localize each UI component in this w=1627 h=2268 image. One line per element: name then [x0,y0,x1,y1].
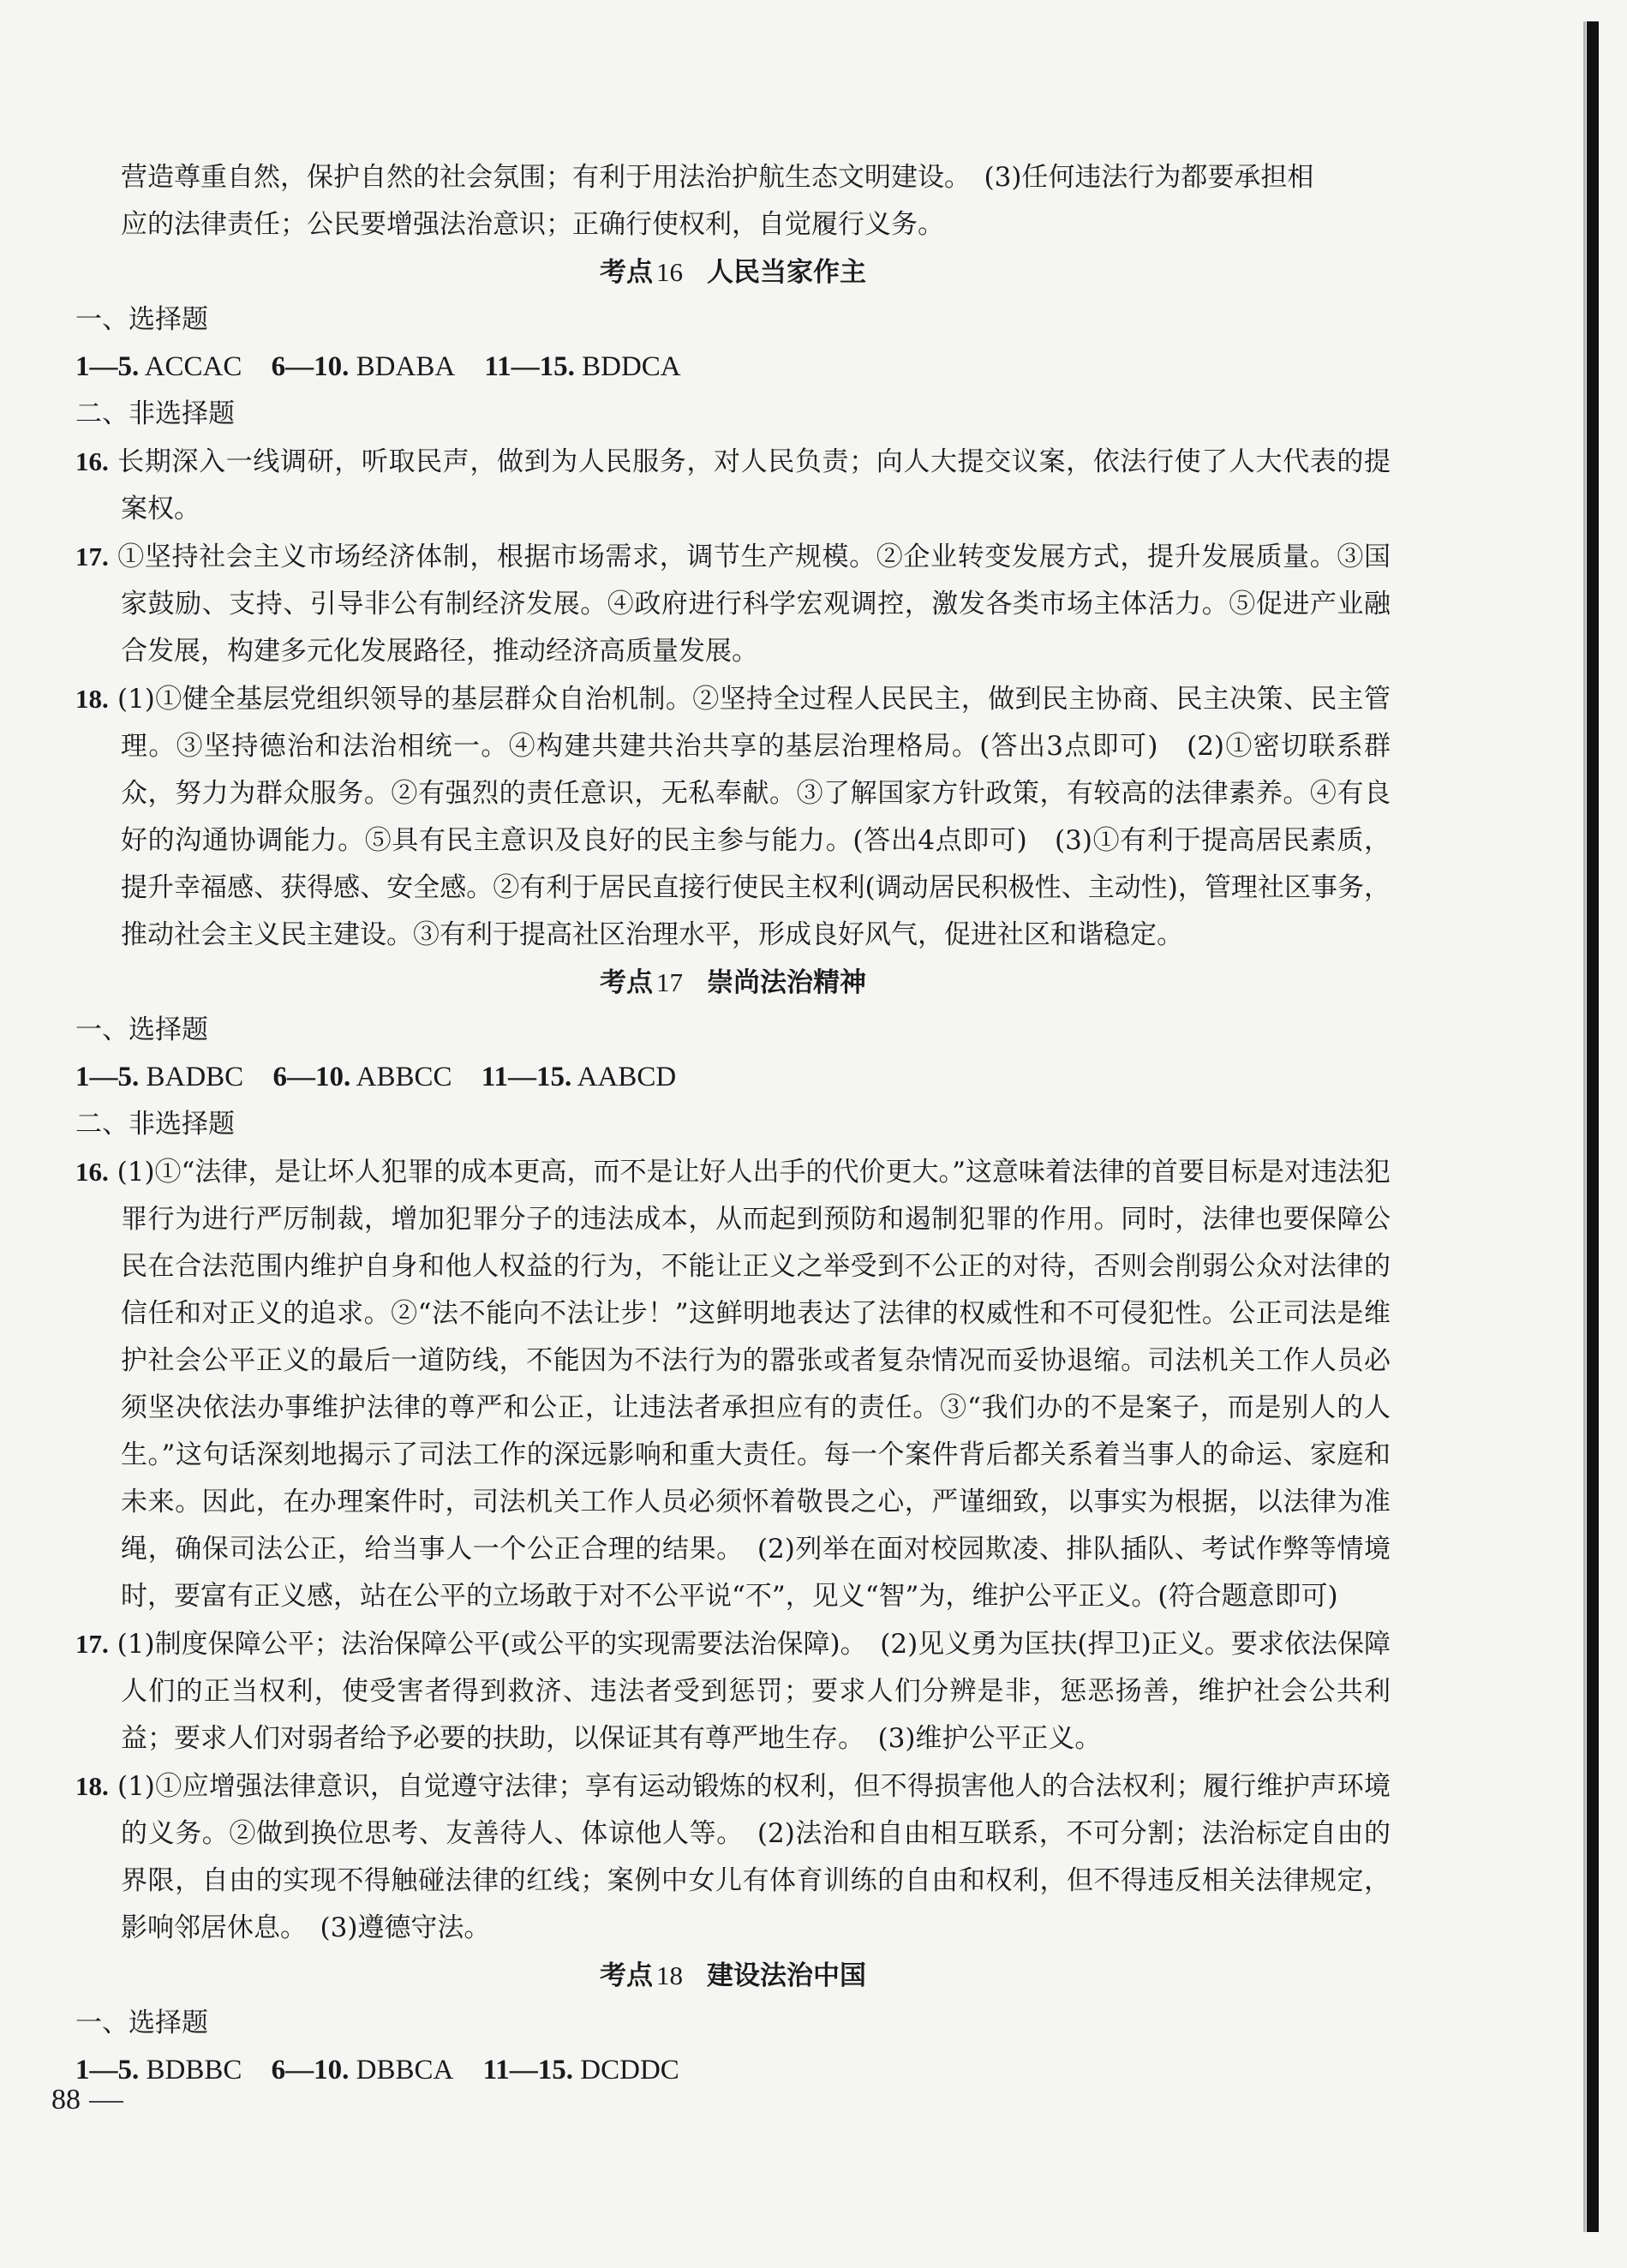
answer-range: 11—15. [484,351,575,382]
section-heading [75,959,1391,1007]
section-title: 崇尚法治精神 [707,967,866,998]
section-heading [75,1952,1391,2000]
item-text: (1)制度保障公平；法治保障公平(或公平的实现需要法治保障)。 (2)见义勇为匡扶(捍卫)正义。要求依法保障人们的正当权利，使受害者得到救济、违法者受到惩罚；要求人们分辨是非，惩恶扬善，维护社会公共利益；要求人们对弱者给予必要的扶助，以保证其有尊严地生存。 (3)维护公平正义。 [117,1629,1391,1754]
section-number: 17 [656,967,683,997]
answer-key-row [75,344,1391,391]
intro-line: 营造尊重自然，保护自然的社会氛围；有利于用法治护航生态文明建设。 (3)任何违法行为都要承担相 [121,162,1314,193]
answer-keys: ACCAC [144,351,242,382]
choice-heading: 一、选择题 [75,1014,208,1045]
item-number: 18. [75,684,109,714]
answer-range: 11—15. [481,1062,572,1092]
answer-keys: DBBCA [356,2055,454,2085]
answer-keys: BDBBC [146,2055,242,2085]
answer-range: 1—5. [75,351,140,382]
nonchoice-heading: 二、非选择题 [75,398,235,429]
item-number: 16. [75,1157,109,1187]
answer-item [75,1620,1391,1762]
item-text: 长期深入一线调研，听取民声，做到为人民服务，对人民负责；向人大提交议案，依法行使了人大代表的提案权。 [117,446,1391,524]
answer-range: 1—5. [75,2055,140,2085]
answer-key-row [75,2047,1391,2094]
item-number: 17. [75,542,109,571]
page-number-rule [89,2101,123,2103]
intro-line: 应的法律责任；公民要增强法治意识；正确行使权利，自觉履行义务。 [121,209,944,240]
scan-edge-shadow [1583,21,1586,2232]
answer-key-row [75,1054,1391,1101]
choice-heading: 一、选择题 [75,304,208,335]
section-heading [75,248,1391,296]
section-title: 人民当家作主 [707,257,866,288]
item-text: (1)①应增强法律意识，自觉遵守法律；享有运动锻炼的权利，但不得损害他人的合法权利；履行维护声环境的义务。②做到换位思考、友善待人、体谅他人等。 (2)法治和自由相互联系，不可分割；法治标定自由的界限，自由的实现不得触碰法律的红线；案例中女儿有体育训练的自由和权利，但不得违反相关法律规定，影响邻居休息。 (3)遵德守法。 [117,1771,1391,1943]
item-text: (1)①健全基层党组织领导的基层群众自治机制。②坚持全过程人民民主，做到民主协商、民主决策、民主管理。③坚持德治和法治相统一。④构建共建共治共享的基层治理格局。(答出3点即可) (2)①密切联系群众，努力为群众服务。②有强烈的责任意识，无私奉献。③了解国家方针政策，有较高的法律素养。④有良好的沟通协调能力。⑤具有民主意识及良好的民主参与能力。(答出4点即可) (3)①有利于提高居民素质，提升幸福感、获得感、安全感。②有利于居民直接行使民主权利(调动居民积极性、主动性)，管理社区事务，推动社会主义民主建设。③有利于提高社区治理水平，形成良好风气，促进社区和谐稳定。 [117,684,1391,950]
page-number-text: 88 [51,2084,81,2115]
answer-range: 1—5. [75,1062,140,1092]
answer-range: 6—10. [271,2055,350,2085]
answer-keys: BDDCA [582,351,681,382]
section-number: 16 [656,257,683,287]
answer-keys: ABBCC [356,1062,452,1092]
answer-keys: BADBC [146,1062,244,1092]
item-number: 17. [75,1629,109,1659]
scan-edge-bar [1587,21,1599,2232]
section-title: 建设法治中国 [707,1960,866,1991]
answer-page [75,154,1391,2094]
answer-range: 6—10. [272,1062,351,1092]
answer-item [75,1148,1391,1620]
nonchoice-heading: 二、非选择题 [75,1109,235,1140]
item-text: ①坚持社会主义市场经济体制，根据市场需求，调节生产规模。②企业转变发展方式，提升发展质量。③国家鼓励、支持、引导非公有制经济发展。④政府进行科学宏观调控，激发各类市场主体活力。⑤促进产业融合发展，构建多元化发展路径，推动经济高质量发展。 [117,542,1391,667]
answer-item [75,438,1391,533]
item-number: 16. [75,446,109,476]
answer-item [75,675,1391,959]
answer-range: 11—15. [482,2055,574,2085]
answer-keys: AABCD [577,1062,677,1092]
item-text: (1)①“法律，是让坏人犯罪的成本更高，而不是让好人出手的代价更大。”这意味着法律的首要目标是对违法犯罪行为进行严厉制裁，增加犯罪分子的违法成本，从而起到预防和遏制犯罪的作用。同时，法律也要保障公民在合法范围内维护自身和他人权益的行为，不能让正义之举受到不公正的对待，否则会削弱公众对法律的信任和对正义的追求。②“法不能向不法让步！”这鲜明地表达了法律的权威性和不可侵犯性。公正司法是维护社会公平正义的最后一道防线，不能因为不法行为的嚣张或者复杂情况而妥协退缩。司法机关工作人员必须坚决依法办事维护法律的尊严和公正，让违法者承担应有的责任。③“我们办的不是案子，而是别人的人生。”这句话深刻地揭示了司法工作的深远影响和重大责任。每一个案件背后都关系着当事人的命运、家庭和未来。因此，在办理案件时，司法机关工作人员必须怀着敬畏之心，严谨细致，以事实为根据，以法律为准绳，确保司法公正，给当事人一个公正合理的结果。 (2)列举在面对校园欺凌、排队插队、考试作弊等情境时，要富有正义感，站在公平的立场敢于对不公平说“不”，见义“智”为，维护公平正义。(符合题意即可) [117,1157,1391,1612]
section-label: 考点 [600,1960,653,1991]
section-number: 18 [656,1960,683,1990]
answer-item [75,1762,1391,1952]
item-number: 18. [75,1771,109,1801]
answer-item [75,533,1391,675]
choice-heading: 一、选择题 [75,2008,208,2038]
section-label: 考点 [600,967,653,998]
page-number [51,2084,123,2116]
answer-keys: BDABA [356,351,456,382]
answer-range: 6—10. [271,351,350,382]
answer-keys: DCDDC [580,2055,679,2085]
section-label: 考点 [600,257,653,288]
